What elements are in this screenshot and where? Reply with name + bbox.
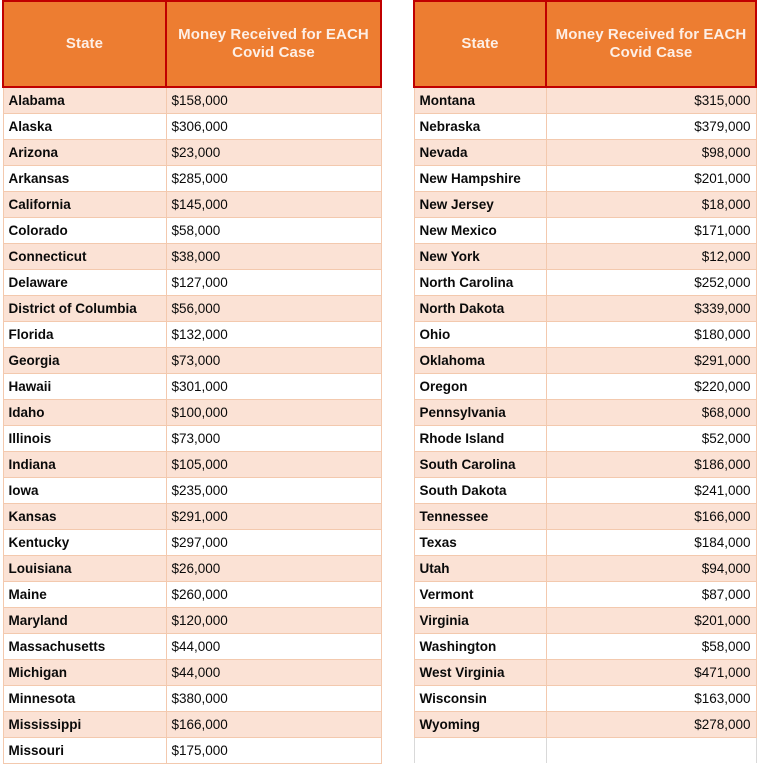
cell-money-received[interactable]: $339,000 — [546, 296, 756, 322]
cell-money-received[interactable]: $285,000 — [166, 166, 381, 192]
cell-money-received[interactable]: $260,000 — [166, 582, 381, 608]
cell-money-received[interactable]: $120,000 — [166, 608, 381, 634]
cell-money-received[interactable]: $175,000 — [166, 738, 381, 764]
cell-money-received[interactable]: $145,000 — [166, 192, 381, 218]
cell-state[interactable]: Delaware — [3, 270, 166, 296]
cell-state[interactable]: Maine — [3, 582, 166, 608]
cell-state[interactable]: Mississippi — [3, 712, 166, 738]
table-row — [3, 556, 381, 582]
cell-money-received[interactable]: $166,000 — [546, 504, 756, 530]
cell-money-received[interactable]: $26,000 — [166, 556, 381, 582]
table-header-right — [414, 1, 756, 87]
cell-state[interactable]: South Carolina — [414, 452, 546, 478]
table-row — [3, 244, 381, 270]
cell-state[interactable]: Arkansas — [3, 166, 166, 192]
table-body-left — [3, 87, 381, 764]
cell-money-received[interactable]: $163,000 — [546, 686, 756, 712]
cell-money-received[interactable]: $379,000 — [546, 114, 756, 140]
cell-money-received[interactable]: $241,000 — [546, 478, 756, 504]
cell-state[interactable]: New Jersey — [414, 192, 546, 218]
covid-funding-table-left — [2, 0, 382, 764]
table-row — [414, 166, 756, 192]
cell-state[interactable]: Wyoming — [414, 712, 546, 738]
table-body-right — [414, 87, 756, 763]
table-row — [3, 400, 381, 426]
table-row — [3, 530, 381, 556]
cell-money-received[interactable]: $98,000 — [546, 140, 756, 166]
table-row — [3, 452, 381, 478]
table-row — [3, 738, 381, 764]
cell-state[interactable]: North Dakota — [414, 296, 546, 322]
table-row — [3, 608, 381, 634]
cell-state[interactable]: New York — [414, 244, 546, 270]
cell-state[interactable] — [414, 738, 546, 764]
cell-money-received[interactable]: $12,000 — [546, 244, 756, 270]
table-row — [414, 114, 756, 140]
column-header-state[interactable]: State — [3, 1, 166, 87]
table-row — [3, 582, 381, 608]
cell-state[interactable]: West Virginia — [414, 660, 546, 686]
cell-state[interactable]: Indiana — [3, 452, 166, 478]
table-row — [3, 504, 381, 530]
table-row — [3, 114, 381, 140]
table-row — [414, 296, 756, 322]
table-row-empty — [414, 738, 756, 764]
cell-state[interactable]: Georgia — [3, 348, 166, 374]
table-row — [414, 478, 756, 504]
cell-state[interactable]: Utah — [414, 556, 546, 582]
cell-money-received[interactable] — [546, 738, 756, 764]
cell-money-received[interactable]: $171,000 — [546, 218, 756, 244]
table-row — [3, 218, 381, 244]
cell-money-received[interactable]: $201,000 — [546, 608, 756, 634]
cell-state[interactable]: Arizona — [3, 140, 166, 166]
cell-state[interactable]: Oklahoma — [414, 348, 546, 374]
table-row — [3, 192, 381, 218]
cell-money-received[interactable]: $68,000 — [546, 400, 756, 426]
table-row — [414, 660, 756, 686]
table-row — [3, 140, 381, 166]
cell-state[interactable]: Vermont — [414, 582, 546, 608]
table-row — [414, 504, 756, 530]
cell-money-received[interactable]: $87,000 — [546, 582, 756, 608]
cell-state[interactable]: South Dakota — [414, 478, 546, 504]
cell-state[interactable]: Texas — [414, 530, 546, 556]
table-row — [414, 322, 756, 348]
cell-state[interactable]: Connecticut — [3, 244, 166, 270]
cell-money-received[interactable]: $301,000 — [166, 374, 381, 400]
cell-state[interactable]: Missouri — [3, 738, 166, 764]
cell-money-received[interactable]: $44,000 — [166, 660, 381, 686]
table-row — [414, 712, 756, 738]
table-row — [3, 634, 381, 660]
table-row — [3, 686, 381, 712]
cell-money-received[interactable]: $73,000 — [166, 348, 381, 374]
column-header-state[interactable]: State — [414, 1, 546, 87]
table-row — [414, 530, 756, 556]
cell-state[interactable]: California — [3, 192, 166, 218]
cell-state[interactable]: Tennessee — [414, 504, 546, 530]
table-row — [414, 686, 756, 712]
table-row — [414, 140, 756, 166]
table-row — [3, 87, 381, 114]
cell-money-received[interactable]: $306,000 — [166, 114, 381, 140]
cell-money-received[interactable]: $297,000 — [166, 530, 381, 556]
table-row — [3, 348, 381, 374]
cell-money-received[interactable]: $127,000 — [166, 270, 381, 296]
cell-state[interactable]: Montana — [414, 87, 546, 114]
cell-money-received[interactable]: $58,000 — [166, 218, 381, 244]
cell-money-received[interactable]: $58,000 — [546, 634, 756, 660]
table-row — [414, 244, 756, 270]
cell-money-received[interactable]: $278,000 — [546, 712, 756, 738]
cell-money-received[interactable]: $315,000 — [546, 87, 756, 114]
cell-money-received[interactable]: $184,000 — [546, 530, 756, 556]
cell-money-received[interactable]: $94,000 — [546, 556, 756, 582]
cell-state[interactable]: Nevada — [414, 140, 546, 166]
column-header-money-received[interactable]: Money Received for EACH Covid Case — [546, 1, 756, 87]
cell-state[interactable]: Iowa — [3, 478, 166, 504]
cell-state[interactable]: Louisiana — [3, 556, 166, 582]
table-row — [414, 634, 756, 660]
cell-money-received[interactable]: $471,000 — [546, 660, 756, 686]
cell-money-received[interactable]: $220,000 — [546, 374, 756, 400]
table-row — [3, 296, 381, 322]
table-row — [414, 608, 756, 634]
cell-state[interactable]: New Hampshire — [414, 166, 546, 192]
cell-state[interactable]: North Carolina — [414, 270, 546, 296]
cell-money-received[interactable]: $100,000 — [166, 400, 381, 426]
cell-money-received[interactable]: $44,000 — [166, 634, 381, 660]
cell-money-received[interactable]: $166,000 — [166, 712, 381, 738]
table-row — [3, 712, 381, 738]
cell-money-received[interactable]: $105,000 — [166, 452, 381, 478]
cell-state[interactable]: Florida — [3, 322, 166, 348]
table-row — [3, 660, 381, 686]
covid-funding-table-right — [413, 0, 757, 763]
table-row — [3, 374, 381, 400]
cell-state[interactable]: Kentucky — [3, 530, 166, 556]
cell-money-received[interactable]: $252,000 — [546, 270, 756, 296]
table-row — [414, 348, 756, 374]
cell-state[interactable]: Minnesota — [3, 686, 166, 712]
cell-money-received[interactable]: $180,000 — [546, 322, 756, 348]
cell-money-received[interactable]: $201,000 — [546, 166, 756, 192]
cell-state[interactable]: Wisconsin — [414, 686, 546, 712]
header-row — [3, 1, 381, 87]
cell-state[interactable]: Pennsylvania — [414, 400, 546, 426]
cell-money-received[interactable]: $186,000 — [546, 452, 756, 478]
cell-state[interactable]: District of Columbia — [3, 296, 166, 322]
cell-state[interactable]: Alabama — [3, 87, 166, 114]
table-row — [414, 426, 756, 452]
cell-state[interactable]: Virginia — [414, 608, 546, 634]
cell-state[interactable]: Massachusetts — [3, 634, 166, 660]
cell-money-received[interactable]: $132,000 — [166, 322, 381, 348]
column-header-money-received[interactable]: Money Received for EACH Covid Case — [166, 1, 381, 87]
cell-state[interactable]: Nebraska — [414, 114, 546, 140]
table-row — [3, 478, 381, 504]
cell-state[interactable]: Hawaii — [3, 374, 166, 400]
cell-state[interactable]: Ohio — [414, 322, 546, 348]
table-row — [414, 374, 756, 400]
cell-money-received[interactable]: $18,000 — [546, 192, 756, 218]
cell-money-received[interactable]: $23,000 — [166, 140, 381, 166]
table-row — [3, 166, 381, 192]
header-row — [414, 1, 756, 87]
table-row — [414, 582, 756, 608]
cell-state[interactable]: Colorado — [3, 218, 166, 244]
cell-money-received[interactable]: $158,000 — [166, 87, 381, 114]
cell-state[interactable]: Rhode Island — [414, 426, 546, 452]
table-row — [3, 322, 381, 348]
cell-state[interactable]: Michigan — [3, 660, 166, 686]
table-row — [414, 87, 756, 114]
cell-money-received[interactable]: $52,000 — [546, 426, 756, 452]
cell-state[interactable]: Illinois — [3, 426, 166, 452]
cell-money-received[interactable]: $73,000 — [166, 426, 381, 452]
cell-money-received[interactable]: $380,000 — [166, 686, 381, 712]
cell-state[interactable]: Maryland — [3, 608, 166, 634]
table-row — [414, 270, 756, 296]
table-row — [414, 556, 756, 582]
cell-money-received[interactable]: $56,000 — [166, 296, 381, 322]
cell-state[interactable]: Washington — [414, 634, 546, 660]
cell-state[interactable]: New Mexico — [414, 218, 546, 244]
table-header-left — [3, 1, 381, 87]
cell-money-received[interactable]: $291,000 — [546, 348, 756, 374]
table-row — [414, 400, 756, 426]
table-row — [414, 452, 756, 478]
table-row — [3, 270, 381, 296]
cell-money-received[interactable]: $291,000 — [166, 504, 381, 530]
cell-state[interactable]: Oregon — [414, 374, 546, 400]
table-row — [3, 426, 381, 452]
cell-money-received[interactable]: $38,000 — [166, 244, 381, 270]
cell-money-received[interactable]: $235,000 — [166, 478, 381, 504]
cell-state[interactable]: Kansas — [3, 504, 166, 530]
cell-state[interactable]: Alaska — [3, 114, 166, 140]
table-row — [414, 218, 756, 244]
cell-state[interactable]: Idaho — [3, 400, 166, 426]
table-row — [414, 192, 756, 218]
